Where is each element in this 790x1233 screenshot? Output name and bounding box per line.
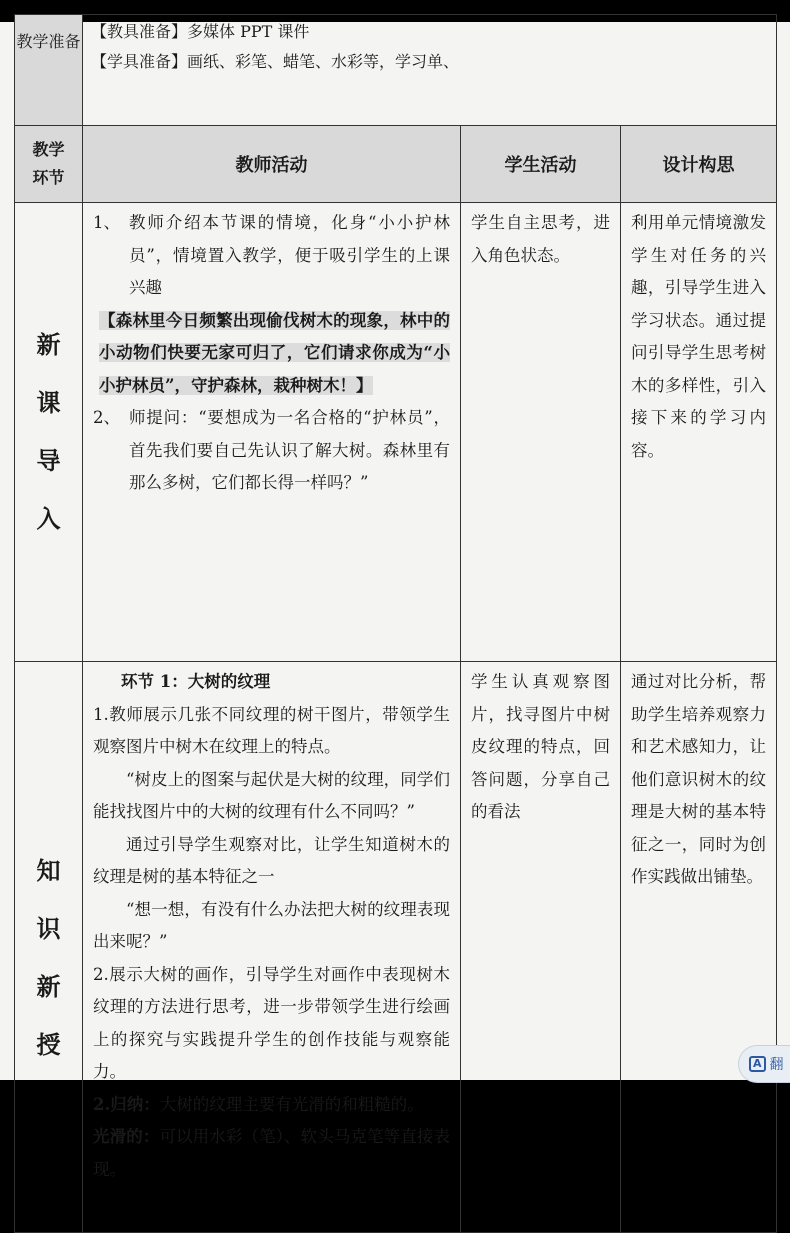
student-prep: [91, 47, 768, 77]
header-design: 设计构思: [621, 126, 777, 203]
section-row-new-knowledge: [15, 662, 777, 1233]
design-new-knowledge: 通过对比分析，帮助学生培养观察力和艺术感知力，让他们意识树木的纹理是大树的基本特征之一，同时为创作实践做出铺垫。: [621, 662, 777, 1233]
nk-smooth: 光滑的：可以用水彩（笔）、软头马克笔等直接表现。: [93, 1127, 451, 1179]
student-prep-tag: 【学具准备】: [91, 52, 188, 71]
nk-paragraph-1: 1.教师展示几张不同纹理的树干图片，带领学生观察图片中树木在纹理上的特点。: [93, 704, 450, 756]
intro-item-2: 2、 师提问：“要想成为一名合格的“护林员”，首先我们要自己先认识了解大树。森林里有那么多树，它们都长得一样吗？”: [93, 408, 450, 492]
nk-summary: 2.归纳：大树的纹理主要有光滑的和粗糙的。: [93, 1094, 424, 1114]
stage-label-new-knowledge: 知识新授: [15, 662, 83, 1233]
section-row-intro: [15, 203, 777, 662]
nk-paragraph-2: “树皮上的图案与起伏是大树的纹理，同学们能找找图片中的大树的纹理有什么不同吗？”: [93, 769, 450, 821]
document-page: [0, 22, 790, 1179]
intro-quote: 【森林里今日频繁出现偷伐树木的现象，林中的小动物们快要无家可归了，它们请求你成为“小小护林员”，守护森林，栽种树木！】: [99, 310, 450, 395]
translate-button[interactable]: [738, 1045, 790, 1083]
header-teacher: 教师活动: [83, 126, 461, 203]
student-activity-new-knowledge: 学生认真观察图片，找寻图片中树皮纹理的特点，回答问题，分享自己的看法: [461, 662, 621, 1233]
design-intro: 利用单元情境激发学生对任务的兴趣，引导学生进入学习状态。通过提问引导学生思考树木的多样性，引入接下来的学习内容。: [621, 203, 777, 662]
teacher-prep-tag: 【教具准备】: [91, 22, 188, 41]
nk-paragraph-5: 2.展示大树的画作，引导学生对画作中表现树木纹理的方法进行思考，进一步带领学生进行绘画上的探究与实践提升学生的创作技能与观察能力。: [93, 964, 450, 1081]
header-row: [15, 126, 777, 203]
teacher-prep: [91, 17, 768, 47]
lesson-plan-table: [14, 14, 777, 1233]
teacher-prep-text: 多媒体 PPT 课件: [187, 22, 310, 41]
nk-paragraph-4: “想一想，有没有什么办法把大树的纹理表现出来呢？”: [93, 899, 450, 951]
step-title: 环节 1：大树的纹理: [121, 672, 271, 691]
teacher-activity-new-knowledge: [83, 662, 461, 1233]
nk-paragraph-3: 通过引导学生观察对比，让学生知道树木的纹理是树的基本特征之一: [93, 834, 450, 886]
header-student: 学生活动: [461, 126, 621, 203]
translate-label: 翻: [769, 1057, 784, 1073]
teacher-activity-intro: [83, 203, 461, 662]
stage-label-intro: 新课导入: [15, 203, 83, 662]
student-prep-text: 画纸、彩笔、蜡笔、水彩等，学习单、: [187, 52, 460, 71]
intro-quote-block: [93, 305, 450, 403]
intro-item-1: 1、 教师介绍本节课的情境，化身“小小护林员”，情境置入教学，便于吸引学生的上课兴趣: [93, 213, 450, 297]
header-stage: 教学环节: [15, 126, 83, 203]
prep-row: [15, 15, 777, 126]
prep-label: 教学准备: [15, 15, 83, 126]
student-activity-intro: 学生自主思考，进入角色状态。: [461, 203, 621, 662]
prep-content: [83, 15, 777, 126]
translate-icon: A: [749, 1056, 766, 1072]
